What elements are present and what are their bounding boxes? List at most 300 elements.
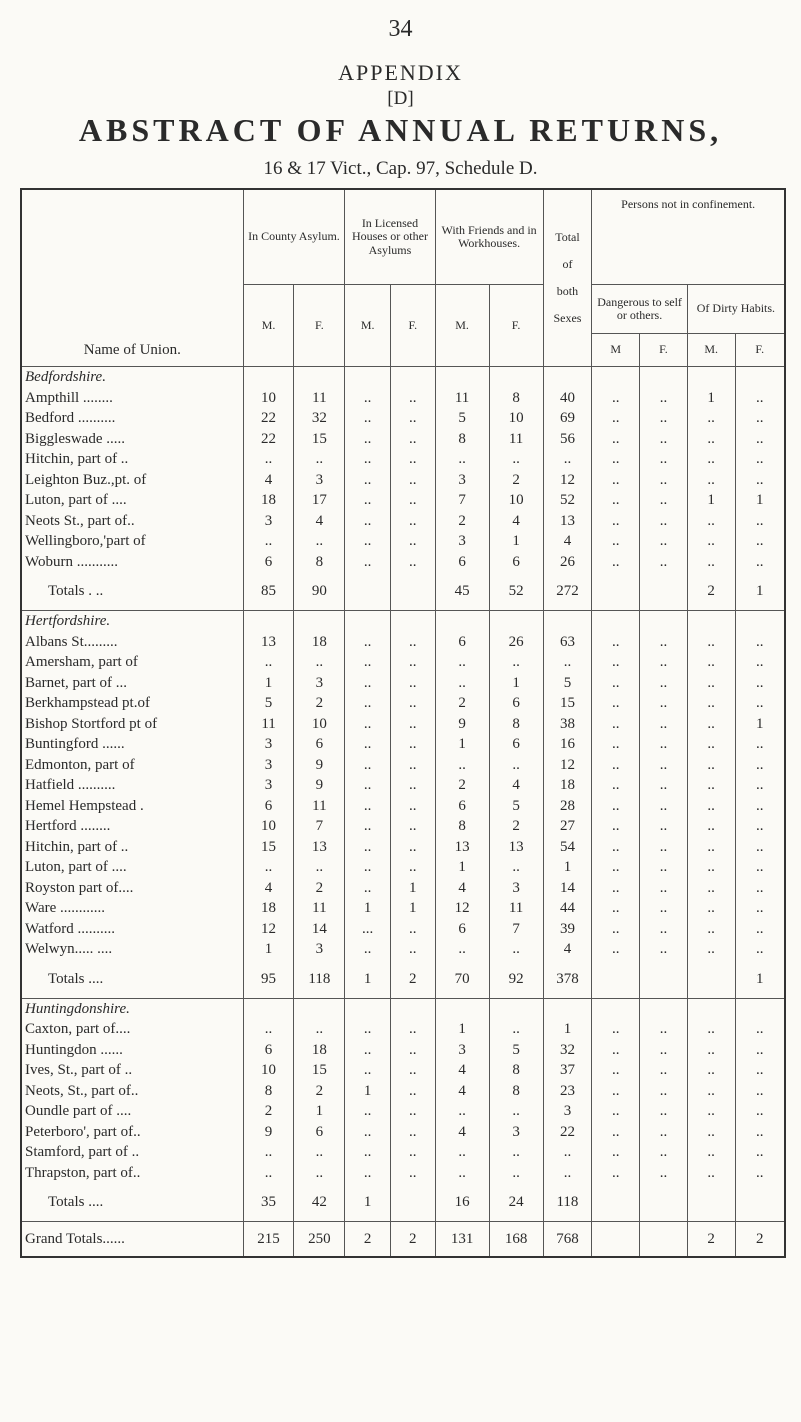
licensed-m-header: M. <box>345 285 391 367</box>
empty-cell <box>345 611 391 632</box>
value-cell: 2 <box>687 1222 735 1258</box>
value-cell: .. <box>687 755 735 776</box>
value-cell: .. <box>543 1163 592 1184</box>
value-cell: 13 <box>294 837 345 858</box>
value-cell: 22 <box>243 429 294 450</box>
value-cell: .. <box>435 1142 489 1163</box>
value-cell: 11 <box>294 898 345 919</box>
empty-cell <box>735 611 785 632</box>
value-cell: 118 <box>543 1183 592 1222</box>
value-cell: 2 <box>435 511 489 532</box>
value-cell: .. <box>489 755 543 776</box>
value-cell: .. <box>390 1040 435 1061</box>
value-cell: 8 <box>489 388 543 409</box>
value-cell: 8 <box>489 1060 543 1081</box>
value-cell: 6 <box>243 796 294 817</box>
value-cell: .. <box>735 939 785 960</box>
value-cell: .. <box>640 531 688 552</box>
value-cell: 3 <box>294 673 345 694</box>
value-cell: .. <box>687 714 735 735</box>
value-cell: .. <box>640 1122 688 1143</box>
value-cell: 16 <box>543 734 592 755</box>
value-cell: 5 <box>543 673 592 694</box>
union-name: Thrapston, part of.. <box>21 1163 243 1184</box>
value-cell: 6 <box>294 1122 345 1143</box>
value-cell: .. <box>687 816 735 837</box>
value-cell: 9 <box>294 775 345 796</box>
union-name: Barnet, part of ... <box>21 673 243 694</box>
union-name: Hemel Hempstead . <box>21 796 243 817</box>
value-cell <box>687 1183 735 1222</box>
empty-cell <box>435 611 489 632</box>
value-cell: .. <box>592 857 640 878</box>
value-cell: .. <box>735 1122 785 1143</box>
table-row <box>21 816 785 837</box>
value-cell: .. <box>390 673 435 694</box>
value-cell: .. <box>687 1101 735 1122</box>
value-cell: .. <box>592 408 640 429</box>
union-name: Neots St., part of.. <box>21 511 243 532</box>
empty-cell <box>294 998 345 1019</box>
table-row <box>21 919 785 940</box>
value-cell: 3 <box>489 878 543 899</box>
value-cell: .. <box>390 490 435 511</box>
value-cell: 378 <box>543 960 592 999</box>
value-cell: 63 <box>543 632 592 653</box>
value-cell: .. <box>687 511 735 532</box>
value-cell: .. <box>735 898 785 919</box>
value-cell: .. <box>390 632 435 653</box>
value-cell: .. <box>592 939 640 960</box>
value-cell: .. <box>592 734 640 755</box>
value-cell: 4 <box>294 511 345 532</box>
table-row <box>21 878 785 899</box>
table-row <box>21 408 785 429</box>
value-cell: 215 <box>243 1222 294 1258</box>
value-cell: .. <box>687 531 735 552</box>
empty-cell <box>735 367 785 388</box>
value-cell: .. <box>243 449 294 470</box>
value-cell: 11 <box>294 796 345 817</box>
value-cell: .. <box>390 1060 435 1081</box>
empty-cell <box>592 367 640 388</box>
union-name: Berkhampstead pt.of <box>21 693 243 714</box>
value-cell: 95 <box>243 960 294 999</box>
value-cell: 10 <box>243 816 294 837</box>
value-cell: .. <box>390 1142 435 1163</box>
union-name: Luton, part of .... <box>21 490 243 511</box>
table-row <box>21 693 785 714</box>
value-cell: .. <box>735 511 785 532</box>
value-cell: .. <box>294 1019 345 1040</box>
value-cell: .. <box>592 1101 640 1122</box>
table-row <box>21 1122 785 1143</box>
value-cell: .. <box>735 632 785 653</box>
value-cell: .. <box>543 652 592 673</box>
union-name: Luton, part of .... <box>21 857 243 878</box>
dirty-habits-header: Of Dirty Habits. <box>687 285 785 334</box>
value-cell: 1 <box>243 673 294 694</box>
union-name: Hitchin, part of .. <box>21 837 243 858</box>
value-cell: .. <box>640 388 688 409</box>
value-cell: 44 <box>543 898 592 919</box>
value-cell: 13 <box>435 837 489 858</box>
value-cell: 6 <box>435 919 489 940</box>
value-cell: .. <box>735 857 785 878</box>
union-name: Amersham, part of <box>21 652 243 673</box>
value-cell <box>640 1183 688 1222</box>
licensed-f-header: F. <box>390 285 435 367</box>
value-cell: 69 <box>543 408 592 429</box>
value-cell: .. <box>592 652 640 673</box>
value-cell: 4 <box>543 939 592 960</box>
empty-cell <box>489 611 543 632</box>
value-cell: .. <box>592 816 640 837</box>
value-cell: .. <box>735 1040 785 1061</box>
union-name: Edmonton, part of <box>21 755 243 776</box>
total-header-line: Sexes <box>553 311 582 326</box>
value-cell: 92 <box>489 960 543 999</box>
value-cell: 22 <box>243 408 294 429</box>
value-cell: 7 <box>294 816 345 837</box>
value-cell: .. <box>345 408 391 429</box>
value-cell: 17 <box>294 490 345 511</box>
value-cell: 16 <box>435 1183 489 1222</box>
value-cell: .. <box>735 1019 785 1040</box>
value-cell: .. <box>592 388 640 409</box>
value-cell: .. <box>640 898 688 919</box>
union-name: Oundle part of .... <box>21 1101 243 1122</box>
value-cell: 4 <box>435 1060 489 1081</box>
value-cell: 11 <box>243 714 294 735</box>
value-cell: .. <box>735 1081 785 1102</box>
value-cell: .. <box>345 837 391 858</box>
value-cell <box>592 960 640 999</box>
value-cell: 4 <box>489 511 543 532</box>
value-cell: 8 <box>435 816 489 837</box>
value-cell: 24 <box>489 1183 543 1222</box>
table-row <box>21 796 785 817</box>
value-cell: 4 <box>243 878 294 899</box>
value-cell: .. <box>735 919 785 940</box>
table-row <box>21 939 785 960</box>
county-asylum-header: In County Asylum. <box>243 189 345 285</box>
value-cell: .. <box>735 652 785 673</box>
table-row <box>21 449 785 470</box>
document-subtitle: 16 & 17 Vict., Cap. 97, Schedule D. <box>263 158 538 179</box>
value-cell: .. <box>592 775 640 796</box>
value-cell: .. <box>243 531 294 552</box>
value-cell: 5 <box>435 408 489 429</box>
table-row <box>21 632 785 653</box>
value-cell: .. <box>592 1122 640 1143</box>
value-cell: 38 <box>543 714 592 735</box>
empty-cell <box>687 611 735 632</box>
value-cell: .. <box>592 552 640 573</box>
value-cell: .. <box>640 1081 688 1102</box>
value-cell: .. <box>640 449 688 470</box>
licensed-houses-header: In Licensed Houses or other Asylums <box>345 189 435 285</box>
value-cell: .. <box>687 673 735 694</box>
value-cell: 1 <box>735 572 785 611</box>
value-cell: .. <box>687 552 735 573</box>
value-cell: 54 <box>543 837 592 858</box>
value-cell: .. <box>640 408 688 429</box>
value-cell: .. <box>592 1060 640 1081</box>
value-cell: 1 <box>735 960 785 999</box>
region-name: Bedfordshire. <box>21 367 243 388</box>
value-cell <box>592 572 640 611</box>
value-cell: .. <box>640 796 688 817</box>
value-cell: .. <box>390 652 435 673</box>
empty-cell <box>543 367 592 388</box>
value-cell: .. <box>345 632 391 653</box>
value-cell: 26 <box>543 552 592 573</box>
friends-f-header: F. <box>489 285 543 367</box>
table-row <box>21 490 785 511</box>
value-cell: 52 <box>489 572 543 611</box>
value-cell: .. <box>345 1101 391 1122</box>
value-cell: 1 <box>543 1019 592 1040</box>
value-cell: .. <box>735 1142 785 1163</box>
value-cell: 39 <box>543 919 592 940</box>
document-title: ABSTRACT OF ANNUAL RETURNS, <box>78 112 723 148</box>
value-cell: .. <box>435 673 489 694</box>
value-cell: .. <box>345 1019 391 1040</box>
value-cell: .. <box>390 1081 435 1102</box>
value-cell: 272 <box>543 572 592 611</box>
value-cell: .. <box>390 511 435 532</box>
value-cell: .. <box>294 449 345 470</box>
value-cell: .. <box>592 1019 640 1040</box>
table-row <box>21 755 785 776</box>
value-cell: 13 <box>243 632 294 653</box>
value-cell: .. <box>735 878 785 899</box>
value-cell: 5 <box>243 693 294 714</box>
value-cell: .. <box>687 1142 735 1163</box>
value-cell: .. <box>592 1040 640 1061</box>
value-cell: .. <box>735 734 785 755</box>
value-cell: 22 <box>543 1122 592 1143</box>
value-cell: .. <box>687 775 735 796</box>
value-cell: .. <box>687 919 735 940</box>
value-cell: 2 <box>735 1222 785 1258</box>
value-cell: .. <box>390 837 435 858</box>
value-cell: 1 <box>390 898 435 919</box>
value-cell: .. <box>735 796 785 817</box>
value-cell: 10 <box>294 714 345 735</box>
value-cell: .. <box>345 652 391 673</box>
value-cell: 18 <box>294 1040 345 1061</box>
value-cell: .. <box>735 470 785 491</box>
value-cell: 37 <box>543 1060 592 1081</box>
value-cell: 13 <box>543 511 592 532</box>
table-row <box>21 552 785 573</box>
value-cell: .. <box>345 511 391 532</box>
empty-cell <box>640 367 688 388</box>
value-cell: 8 <box>243 1081 294 1102</box>
empty-cell <box>243 998 294 1019</box>
value-cell: .. <box>687 1019 735 1040</box>
value-cell: 35 <box>243 1183 294 1222</box>
value-cell: 15 <box>243 837 294 858</box>
value-cell: 90 <box>294 572 345 611</box>
value-cell: .. <box>390 1122 435 1143</box>
value-cell: .. <box>592 1163 640 1184</box>
value-cell: 4 <box>243 470 294 491</box>
value-cell: 2 <box>435 775 489 796</box>
dangerous-m-header: M <box>592 334 640 367</box>
value-cell: 23 <box>543 1081 592 1102</box>
value-cell: .. <box>687 408 735 429</box>
value-cell: 6 <box>243 1040 294 1061</box>
value-cell: .. <box>735 552 785 573</box>
value-cell: .. <box>592 470 640 491</box>
union-name: Welwyn..... .... <box>21 939 243 960</box>
value-cell: .. <box>390 1101 435 1122</box>
region-row <box>21 367 785 388</box>
value-cell: 1 <box>294 1101 345 1122</box>
value-cell: .. <box>735 673 785 694</box>
empty-cell <box>640 611 688 632</box>
value-cell: .. <box>390 919 435 940</box>
value-cell: .. <box>243 1019 294 1040</box>
union-name: Caxton, part of.... <box>21 1019 243 1040</box>
value-cell: .. <box>390 1019 435 1040</box>
union-name: Woburn ........... <box>21 552 243 573</box>
empty-cell <box>390 998 435 1019</box>
value-cell: .. <box>345 490 391 511</box>
empty-cell <box>640 998 688 1019</box>
value-cell: .. <box>435 939 489 960</box>
value-cell: .. <box>345 1040 391 1061</box>
value-cell: .. <box>640 470 688 491</box>
value-cell <box>592 1222 640 1258</box>
value-cell: .. <box>735 531 785 552</box>
value-cell: .. <box>345 796 391 817</box>
union-name: Hitchin, part of .. <box>21 449 243 470</box>
table-row <box>21 714 785 735</box>
value-cell: .. <box>640 878 688 899</box>
dirty-f-header: F. <box>735 334 785 367</box>
value-cell: .. <box>735 1163 785 1184</box>
value-cell: .. <box>687 1060 735 1081</box>
value-cell: 1 <box>390 878 435 899</box>
value-cell <box>592 1183 640 1222</box>
value-cell: 12 <box>243 919 294 940</box>
empty-cell <box>592 611 640 632</box>
county-m-header: M. <box>243 285 294 367</box>
value-cell: .. <box>735 837 785 858</box>
value-cell: 4 <box>435 1081 489 1102</box>
table-row <box>21 531 785 552</box>
value-cell: .. <box>735 388 785 409</box>
value-cell: .. <box>735 775 785 796</box>
value-cell <box>390 572 435 611</box>
value-cell: .. <box>345 429 391 450</box>
value-cell: .. <box>687 1081 735 1102</box>
table-header <box>21 189 785 367</box>
value-cell: 6 <box>294 734 345 755</box>
empty-cell <box>592 998 640 1019</box>
value-cell: 6 <box>489 734 543 755</box>
value-cell: .. <box>390 734 435 755</box>
returns-table <box>20 188 786 1258</box>
value-cell: 15 <box>543 693 592 714</box>
total-both-sexes-header <box>543 189 592 367</box>
empty-cell <box>345 367 391 388</box>
value-cell: .. <box>294 1163 345 1184</box>
value-cell: .. <box>592 898 640 919</box>
value-cell: .. <box>735 449 785 470</box>
value-cell: .. <box>592 449 640 470</box>
value-cell: .. <box>640 693 688 714</box>
value-cell: .. <box>640 1019 688 1040</box>
value-cell: 9 <box>435 714 489 735</box>
value-cell: 131 <box>435 1222 489 1258</box>
value-cell: .. <box>735 1060 785 1081</box>
value-cell: .. <box>592 673 640 694</box>
empty-cell <box>345 998 391 1019</box>
value-cell: .. <box>390 816 435 837</box>
value-cell: 2 <box>390 960 435 999</box>
union-name: Peterboro', part of.. <box>21 1122 243 1143</box>
value-cell: 15 <box>294 1060 345 1081</box>
value-cell: .. <box>435 1163 489 1184</box>
value-cell: .. <box>390 1163 435 1184</box>
value-cell: 26 <box>489 632 543 653</box>
value-cell: 6 <box>489 693 543 714</box>
value-cell: .. <box>390 388 435 409</box>
empty-cell <box>435 367 489 388</box>
value-cell: 6 <box>435 796 489 817</box>
value-cell: 1 <box>489 673 543 694</box>
value-cell: .. <box>294 1142 345 1163</box>
table-row <box>21 1142 785 1163</box>
value-cell: .. <box>345 673 391 694</box>
value-cell <box>640 1222 688 1258</box>
value-cell: 10 <box>489 490 543 511</box>
value-cell: .. <box>687 449 735 470</box>
value-cell: 6 <box>243 552 294 573</box>
value-cell: 32 <box>543 1040 592 1061</box>
value-cell: .. <box>390 857 435 878</box>
value-cell: .. <box>687 429 735 450</box>
value-cell: 42 <box>294 1183 345 1222</box>
value-cell: .. <box>489 1101 543 1122</box>
table-row <box>21 1163 785 1184</box>
union-name: Hatfield .......... <box>21 775 243 796</box>
county-f-header: F. <box>294 285 345 367</box>
value-cell: .. <box>687 939 735 960</box>
value-cell: 9 <box>243 1122 294 1143</box>
value-cell: .. <box>640 919 688 940</box>
table-row <box>21 857 785 878</box>
value-cell: .. <box>489 1163 543 1184</box>
empty-cell <box>294 367 345 388</box>
union-name: Stamford, part of .. <box>21 1142 243 1163</box>
empty-cell <box>735 998 785 1019</box>
value-cell: 8 <box>435 429 489 450</box>
value-cell: 11 <box>489 898 543 919</box>
value-cell: 14 <box>543 878 592 899</box>
value-cell: 13 <box>489 837 543 858</box>
value-cell: 118 <box>294 960 345 999</box>
value-cell: .. <box>345 1122 391 1143</box>
page-number: 34 <box>388 16 413 42</box>
value-cell: .. <box>687 1163 735 1184</box>
union-name: Ware ............ <box>21 898 243 919</box>
